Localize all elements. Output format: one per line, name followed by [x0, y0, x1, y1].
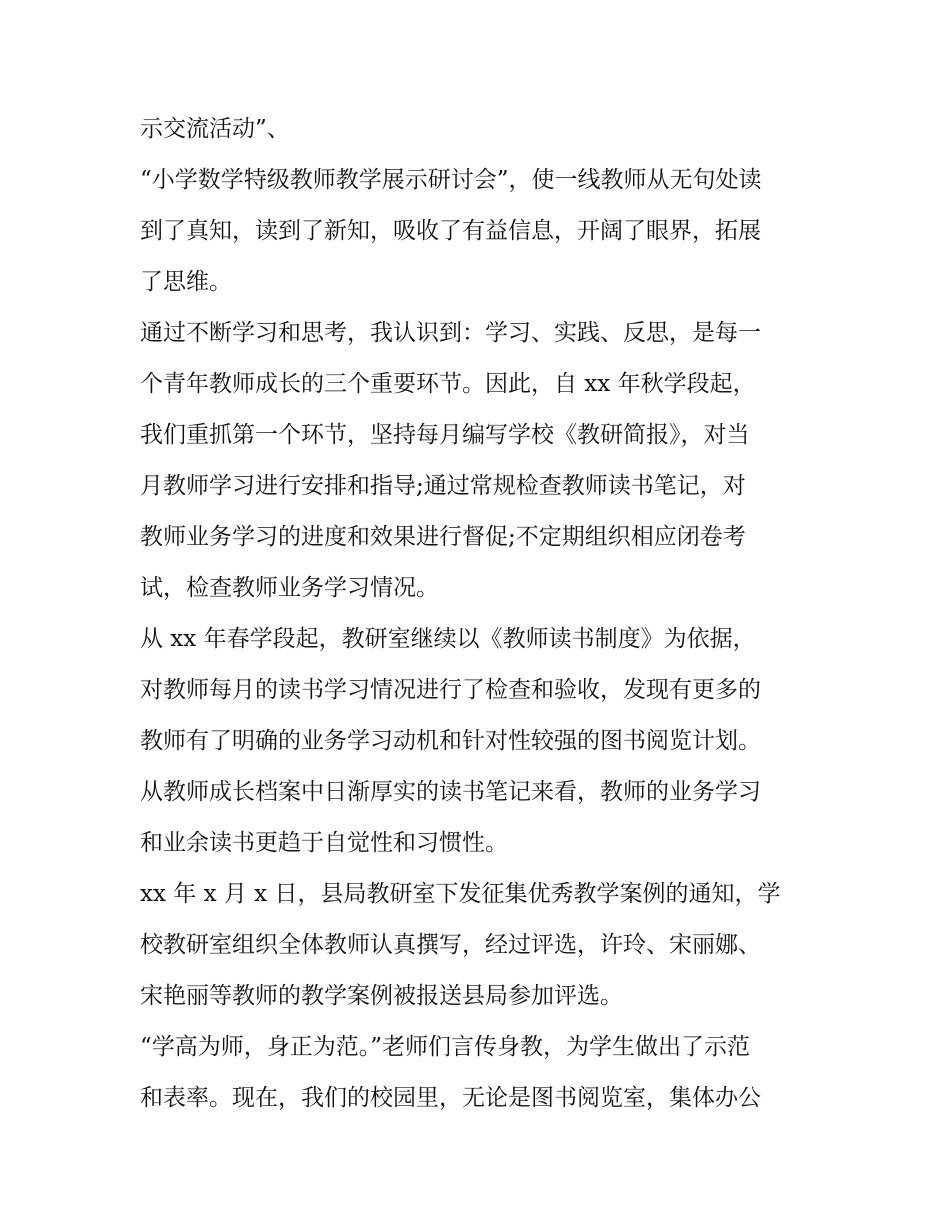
text-line: 校教研室组织全体教师认真撰写，经过评选，许玲、宋丽娜、 — [140, 932, 761, 958]
text-line: 通过不断学习和思考，我认识到：学习、实践、反思，是每一 — [140, 320, 761, 346]
text-line: 从教师成长档案中日渐厚实的读书笔记来看，教师的业务学习 — [140, 779, 761, 805]
text-line: 了思维。 — [140, 269, 232, 295]
text-line: xx 年 x 月 x 日，县局教研室下发征集优秀教学案例的通知，学 — [140, 881, 781, 907]
text-line: 教师业务学习的进度和效果进行督促;不定期组织相应闭卷考 — [140, 524, 746, 550]
text-line: 和业余读书更趋于自觉性和习惯性。 — [140, 830, 508, 856]
text-line: “小学数学特级教师教学展示研讨会”，使一线教师从无句处读 — [140, 167, 762, 193]
text-line: 对教师每月的读书学习情况进行了检查和验收，发现有更多的 — [140, 677, 761, 703]
text-line: 和表率。现在，我们的校园里，无论是图书阅览室，集体办公 — [140, 1085, 761, 1111]
text-line: 从 xx 年春学段起，教研室继续以《教师读书制度》为依据， — [140, 626, 756, 652]
body-text — [140, 104, 820, 1124]
text-line: 示交流活动”、 — [140, 116, 290, 142]
text-line: 教师有了明确的业务学习动机和针对性较强的图书阅览计划。 — [140, 728, 761, 754]
text-line: 个青年教师成长的三个重要环节。因此，自 xx 年秋学段起， — [140, 371, 756, 397]
text-line: 到了真知，读到了新知，吸收了有益信息，开阔了眼界，拓展 — [140, 218, 761, 244]
text-line: “学高为师，身正为范。”老师们言传身教，为学生做出了示范 — [140, 1034, 751, 1060]
text-line: 宋艳丽等教师的教学案例被报送县局参加评选。 — [140, 983, 623, 1009]
text-line: 月教师学习进行安排和指导;通过常规检查教师读书笔记，对 — [140, 473, 746, 499]
text-line: 试，检查教师业务学习情况。 — [140, 575, 439, 601]
text-line: 我们重抓第一个环节，坚持每月编写学校《教研简报》，对当 — [140, 422, 750, 448]
